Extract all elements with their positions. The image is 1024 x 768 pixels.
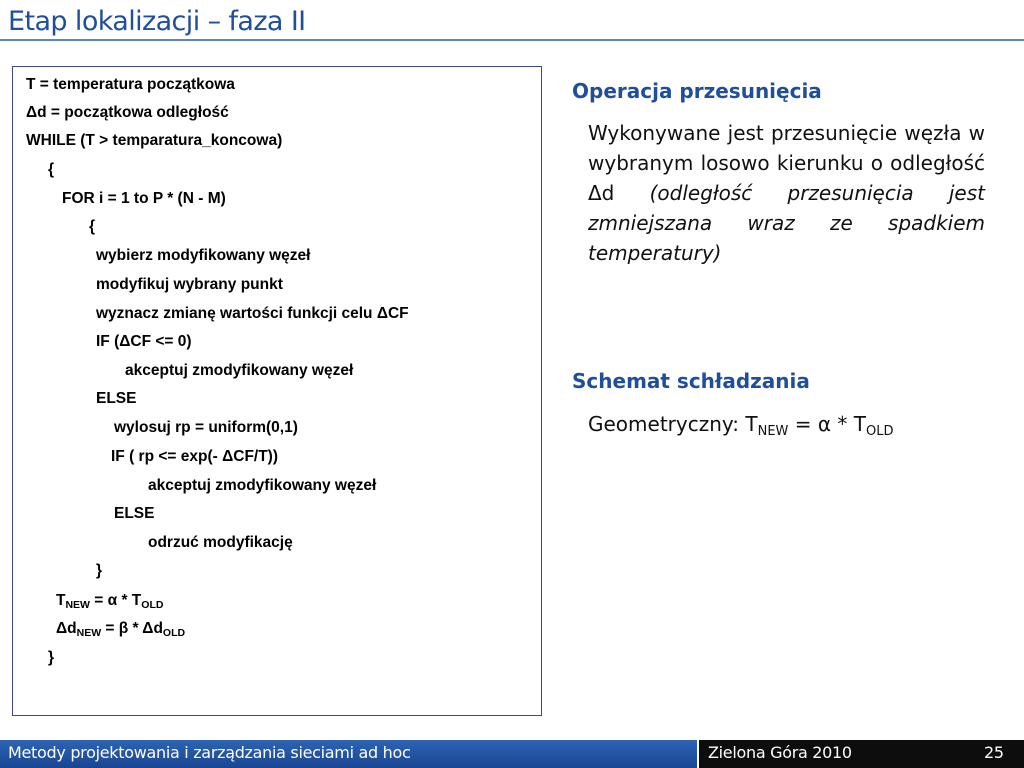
- algorithm-line: FOR i = 1 to P * (N - M): [62, 190, 226, 207]
- footer-page-number: 25: [984, 743, 1004, 762]
- algorithm-line: wylosuj rp = uniform(0,1): [114, 419, 298, 436]
- title-underline: [0, 39, 1024, 41]
- algorithm-line: akceptuj zmodyfikowany węzeł: [148, 477, 377, 494]
- slide-footer: [0, 740, 1024, 768]
- algorithm-line: T = temperatura początkowa: [26, 76, 235, 93]
- move-operation-heading: Operacja przesunięcia: [572, 79, 822, 103]
- algorithm-line: wyznacz zmianę wartości funkcji celu ΔCF: [96, 305, 409, 322]
- algorithm-line: ELSE: [114, 505, 155, 522]
- algorithm-line: {: [89, 218, 96, 235]
- footer-right-bar: [699, 740, 1024, 768]
- footer-course-title: Metody projektowania i zarządzania sieciami ad hoc: [8, 743, 411, 762]
- algorithm-line: odrzuć modyfikację: [148, 534, 293, 551]
- move-operation-note: (odległość przesunięcia jest zmniejszana wraz ze spadkiem temperatury): [588, 181, 986, 265]
- algorithm-line: IF (ΔCF <= 0): [96, 333, 192, 350]
- move-operation-description: [588, 118, 985, 268]
- move-operation-text: Wykonywane jest przesunięcie węzła w wybranym losowo kierunku o odległość Δd: [588, 121, 985, 205]
- footer-place-year: Zielona Góra 2010: [708, 743, 852, 762]
- algorithm-line: ELSE: [96, 390, 137, 407]
- algorithm-line: modyfikuj wybrany punkt: [96, 276, 283, 293]
- algorithm-line: Δd = początkowa odległość: [26, 104, 229, 121]
- algorithm-line: }: [96, 562, 103, 579]
- algorithm-line: WHILE (T > temparatura_koncowa): [26, 132, 283, 149]
- algorithm-line: {: [48, 161, 55, 178]
- footer-left-bar: [0, 740, 697, 768]
- cooling-schedule-formula: Geometryczny: $T_{NEW} = \alpha * T_{OLD}$: [588, 412, 894, 439]
- algorithm-line: }: [48, 649, 55, 666]
- algorithm-line: wybierz modyfikowany węzeł: [96, 247, 311, 264]
- cooling-schedule-heading: Schemat schładzania: [572, 369, 810, 393]
- distance-update-formula: $\Delta d_{NEW} = \beta * \Delta d_{OLD}$: [56, 620, 186, 639]
- temperature-update-formula: $T_{NEW} = \alpha * T_{OLD}$: [56, 592, 164, 611]
- algorithm-line: akceptuj zmodyfikowany węzeł: [125, 362, 354, 379]
- algorithm-line: IF ( rp <= exp(- ΔCF/T)): [111, 448, 279, 465]
- slide-title: Etap lokalizacji – faza II: [8, 6, 306, 37]
- algorithm-box: [12, 66, 542, 716]
